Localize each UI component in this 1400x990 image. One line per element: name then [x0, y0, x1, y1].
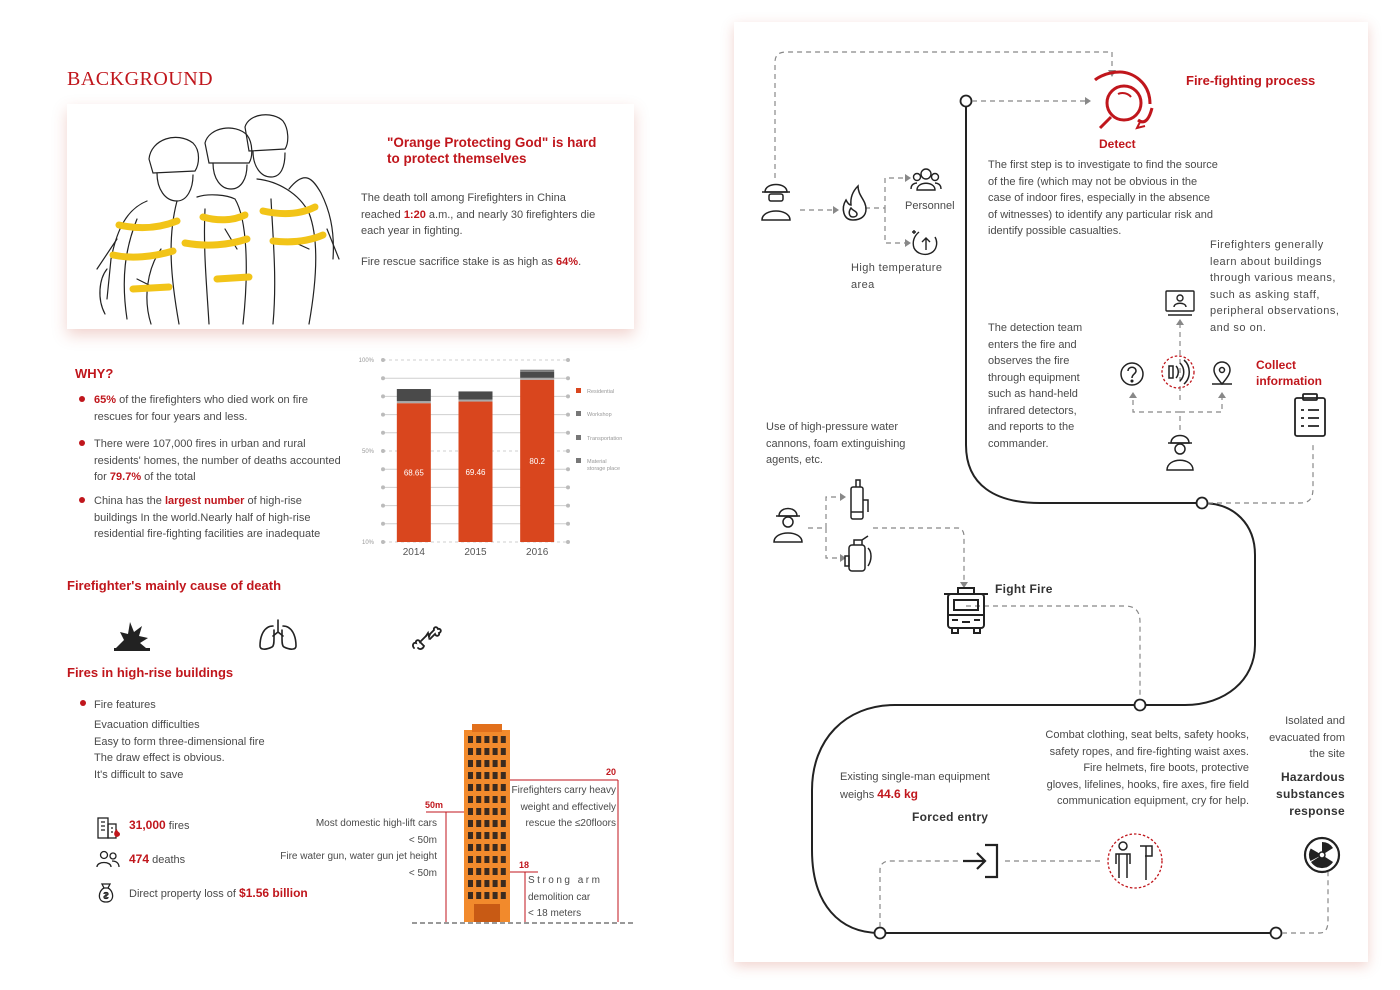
firefighter-avatar-icon — [762, 185, 790, 221]
money-bag-icon — [96, 882, 116, 904]
bar-material-storage-place — [520, 370, 554, 372]
grid-dot — [566, 467, 570, 471]
stat-fires — [129, 818, 190, 832]
why-2-highlight: 79.7% — [109, 471, 142, 483]
building-window — [493, 772, 498, 779]
legend-label: Workshop — [587, 412, 612, 418]
learn-text-line: Firefighters generally — [1210, 239, 1324, 251]
hero-p1-post: a.m., and nearly 30 firefighters die each year in fighting. — [361, 208, 596, 237]
building-window — [476, 880, 481, 887]
building-window — [468, 880, 473, 887]
path-node-forced — [875, 928, 886, 939]
building-window — [476, 784, 481, 791]
hazard-text-line: the site — [1309, 748, 1345, 760]
equipment-weight — [840, 769, 1010, 803]
building-window — [493, 808, 498, 815]
radiation-icon — [1305, 838, 1339, 872]
x-tick-label: 2014 — [402, 547, 425, 558]
team-text-line: through equipment — [988, 371, 1080, 384]
grid-dot — [381, 467, 385, 471]
building-window — [476, 868, 481, 875]
fire-truck-icon — [944, 588, 988, 633]
high-temp-line: High temperature — [851, 262, 943, 274]
detect-label: Detect — [1099, 137, 1136, 151]
y-tick-label: 50% — [361, 449, 374, 455]
stat-deaths — [129, 852, 185, 866]
explosion-icon — [114, 618, 150, 652]
bar-transportation — [459, 391, 493, 399]
hero-p2-post: . — [578, 256, 582, 268]
page-title: BACKGROUND — [67, 68, 214, 90]
building-window — [468, 820, 473, 827]
building-window — [493, 748, 498, 755]
stat-deaths-label: deaths — [149, 854, 186, 866]
building-window — [484, 796, 489, 803]
learn-text — [1210, 237, 1350, 336]
gear-equipment-icon — [1108, 834, 1162, 888]
building-window — [476, 844, 481, 851]
building-fire-icon — [96, 815, 122, 839]
feature-item: It's difficult to save — [94, 769, 184, 782]
grid-dot — [381, 449, 385, 453]
note-water-gun-2: < 50m — [408, 867, 437, 879]
fight-text — [766, 419, 941, 469]
building-window — [468, 760, 473, 767]
hazard-text-line: evacuated from — [1269, 731, 1345, 744]
detect-text-line: of the fire (which may not be obvious in the — [988, 175, 1198, 188]
why-1-highlight: 65% — [94, 394, 117, 406]
building-window — [468, 808, 473, 815]
hero-paragraph-2 — [361, 256, 606, 268]
stat-loss-label: Direct property loss of — [129, 888, 240, 900]
grid-dot — [566, 522, 570, 526]
learn-text-line: and so on. — [1210, 321, 1267, 334]
path-node-collect — [1197, 498, 1208, 509]
why-item-3 — [94, 493, 342, 543]
learn-text-line: through various means, — [1210, 272, 1336, 284]
hero-p1-pre: The death toll among Firefighters in China reached — [361, 192, 566, 221]
detect-text — [988, 157, 1248, 240]
feature-item: The draw effect is obvious. — [94, 752, 225, 765]
building-window — [476, 760, 481, 767]
chart-bars — [397, 370, 554, 542]
flame-icon — [843, 186, 866, 220]
building-window — [476, 736, 481, 743]
note-high-lift-1: Most domestic high-lift cars — [315, 818, 437, 829]
high-temp-label — [851, 260, 942, 293]
y-tick-label: 100% — [358, 358, 374, 364]
grid-dot — [566, 449, 570, 453]
hazard-label-line: substances — [1275, 787, 1345, 801]
building-window — [484, 832, 489, 839]
hazard-label-line: Hazardous — [1280, 770, 1345, 784]
y-tick-label: 10% — [361, 540, 374, 546]
cause-title: Firefighter's mainly cause of death — [67, 578, 282, 593]
building-window — [484, 808, 489, 815]
team-text-line: observes the fire — [988, 355, 1070, 367]
highrise-title: Fires in high-rise buildings — [67, 665, 234, 680]
learn-text-line: learn about buildings — [1210, 255, 1323, 268]
building-window — [476, 748, 481, 755]
team-text-line: The detection team — [988, 322, 1083, 334]
collect-label-line: Collect — [1256, 358, 1297, 372]
hazard-label-line: response — [1289, 804, 1345, 818]
note-arm-1: Strong arm — [528, 875, 603, 886]
firefighters-illustration — [77, 109, 347, 329]
team-text-line: and reports to the — [988, 421, 1075, 433]
forced-entry-label: Forced entry — [912, 810, 989, 824]
bullet-icon — [79, 497, 85, 503]
equipment-weight-line: Existing single-man equipment — [840, 771, 990, 783]
gear-text-line: communication equipment, cry for help. — [1057, 795, 1249, 807]
high-temperature-icon — [912, 230, 937, 254]
building-window — [468, 796, 473, 803]
building-window — [501, 880, 506, 887]
grid-dot — [566, 394, 570, 398]
building-window — [484, 784, 489, 791]
broken-bone-icon — [410, 620, 444, 654]
gear-text-line: Combat clothing, seat belts, safety hooks, — [1045, 729, 1249, 741]
building-window — [501, 892, 506, 899]
detect-text-line: of witnesses) to identify any particular risk and — [988, 208, 1213, 221]
building-window — [484, 856, 489, 863]
grid-dot — [381, 413, 385, 417]
building-window — [484, 844, 489, 851]
extinguisher-icon — [845, 536, 871, 571]
grid-dot — [381, 358, 385, 362]
building-window — [468, 868, 473, 875]
hose-nozzle-icon — [851, 480, 868, 519]
why-3-post: of high-rise buildings In the world.Nearly half of high-rise residential fire-fighting facilities are inadequate — [94, 495, 321, 540]
why-item-1 — [94, 392, 342, 425]
building-window — [468, 736, 473, 743]
hazard-text-line: Isolated and — [1285, 715, 1345, 727]
building-window — [493, 784, 498, 791]
building-window — [484, 748, 489, 755]
building-window — [501, 760, 506, 767]
feature-item: Evacuation difficulties — [94, 718, 200, 731]
gear-text-line: safety ropes, and fire-fighting waist axes. — [1049, 745, 1249, 758]
grid-dot — [381, 376, 385, 380]
why-3-highlight: largest number — [164, 495, 245, 507]
equipment-weight-value: 44.6 kg — [877, 786, 918, 801]
grid-dot — [566, 485, 570, 489]
bar-transportation — [397, 389, 431, 401]
collect-label — [1256, 357, 1322, 389]
team-text-line: commander. — [988, 437, 1049, 450]
process-title: Fire-fighting process — [1186, 73, 1316, 88]
gear-text-line: gloves, lifelines, hooks, fire axes, fire field — [1046, 778, 1249, 791]
stat-fires-label: fires — [165, 820, 190, 832]
grid-dot — [381, 431, 385, 435]
building-window — [501, 856, 506, 863]
note-high-lift — [270, 816, 437, 849]
building-window — [501, 844, 506, 851]
stat-loss — [129, 886, 308, 900]
building-window — [493, 796, 498, 803]
chart-legend — [576, 388, 622, 472]
gear-text — [1024, 727, 1249, 810]
detect-text-line: identify possible casualties. — [988, 225, 1122, 237]
grid-dot — [381, 540, 385, 544]
building-window — [501, 736, 506, 743]
feature-item: Easy to form three-dimensional fire — [94, 735, 265, 748]
building-window — [493, 736, 498, 743]
building-window — [484, 892, 489, 899]
fight-text-line: agents, etc. — [766, 454, 823, 466]
why-item-2 — [94, 436, 342, 486]
bar-workshop — [397, 401, 431, 403]
equipment-weight-pre: weighs — [840, 788, 878, 801]
path-node-detect — [961, 96, 972, 107]
building-window — [501, 832, 506, 839]
legend-label: Transportation — [587, 436, 623, 442]
bar-value-label: 80.2 — [529, 456, 545, 466]
note-arm — [528, 873, 618, 923]
note-carry-1: Firefighters carry heavy — [511, 785, 616, 796]
personnel-icon — [911, 169, 941, 190]
stat-loss-value: $1.56 billion — [239, 886, 308, 900]
building-window — [493, 820, 498, 827]
height-18-label: 18 — [519, 860, 530, 870]
building-window — [468, 832, 473, 839]
question-icon — [1121, 363, 1143, 385]
detect-text-line: The first step is to investigate to find the source — [988, 159, 1218, 171]
legend-label: Residential — [587, 389, 615, 395]
bullet-icon — [79, 396, 85, 402]
building-window — [468, 892, 473, 899]
hero-p2-highlight: 64% — [556, 256, 579, 268]
building-window — [493, 844, 498, 851]
bullet-icon — [79, 440, 85, 446]
grid-dot — [566, 431, 570, 435]
why-1-post: of the firefighters who died work on fire rescues for four years and less. — [94, 394, 309, 423]
grid-dot — [566, 413, 570, 417]
x-tick-label: 2015 — [464, 547, 487, 558]
fight-label: Fight Fire — [995, 582, 1053, 596]
collect-label-line: information — [1256, 374, 1322, 388]
stat-deaths-value: 474 — [129, 852, 150, 866]
personnel-label: Personnel — [905, 200, 955, 212]
building-window — [476, 796, 481, 803]
why-2-post: of the total — [141, 471, 196, 483]
building-window — [476, 832, 481, 839]
hazard-text — [1255, 713, 1345, 763]
bar-value-label: 69.46 — [465, 467, 486, 477]
signal-icon — [1162, 356, 1194, 388]
note-carry-3: rescue the ≤20floors — [525, 818, 616, 829]
note-arm-3: < 18 meters — [528, 908, 582, 919]
note-high-lift-2: < 50m — [408, 834, 437, 846]
grid-dot — [381, 504, 385, 508]
building-window — [484, 760, 489, 767]
building-window — [484, 880, 489, 887]
why-title: WHY? — [75, 366, 114, 381]
note-arm-2: demolition car — [528, 891, 591, 903]
bar-workshop — [459, 400, 493, 402]
hero-p1-highlight: 1:20 — [403, 208, 426, 221]
bullet-icon — [80, 700, 86, 706]
grid-dot — [381, 522, 385, 526]
building-window — [484, 820, 489, 827]
grid-dot — [566, 540, 570, 544]
note-carry-2: weight and effectively — [520, 801, 616, 813]
note-carry — [506, 783, 616, 833]
legend-swatch — [576, 388, 581, 393]
grid-dot — [381, 485, 385, 489]
building-window — [493, 856, 498, 863]
people-icon — [96, 850, 120, 868]
legend-swatch — [576, 435, 581, 440]
height-50m-label: 50m — [425, 800, 444, 810]
legend-swatch — [576, 458, 581, 463]
location-pin-icon — [1212, 362, 1232, 384]
building-window — [501, 868, 506, 875]
building-window — [468, 772, 473, 779]
commander-icon — [1167, 436, 1193, 471]
learn-text-line: peripheral observations, — [1210, 305, 1340, 317]
building-window — [484, 868, 489, 875]
fire-features — [94, 697, 265, 784]
building-window — [493, 760, 498, 767]
building-window — [493, 868, 498, 875]
grid-dot — [566, 504, 570, 508]
bar-value-label: 68.65 — [403, 468, 424, 478]
team-text-line: enters the fire and — [988, 338, 1077, 351]
building-window — [468, 856, 473, 863]
gear-text-line: Fire helmets, fire boots, protective — [1083, 762, 1249, 774]
hazard-label — [1255, 769, 1345, 820]
team-text-line: infrared detectors, — [988, 404, 1077, 417]
bar-workshop — [520, 378, 554, 380]
grid-dot — [566, 358, 570, 362]
building-window — [476, 892, 481, 899]
grid-dot — [566, 376, 570, 380]
building-window — [476, 772, 481, 779]
entry-icon — [963, 845, 997, 877]
path-node-hazard — [1271, 928, 1282, 939]
note-water-gun — [260, 849, 437, 882]
building-window — [476, 856, 481, 863]
bar-transportation — [520, 372, 554, 378]
why-2-pre: There were 107,000 fires in urban and rural residents' homes, the number of deaths accounted for — [94, 438, 341, 483]
building-window — [484, 736, 489, 743]
team-text-line: such as hand-held — [988, 388, 1078, 400]
detect-text-line: case of indoor fires, especially in the absence — [988, 192, 1210, 204]
grid-dot — [381, 394, 385, 398]
building-window — [501, 748, 506, 755]
fight-text-line: Use of high-pressure water — [766, 421, 899, 433]
monitor-icon — [1166, 291, 1194, 315]
hero-card — [67, 104, 634, 329]
building-window — [493, 892, 498, 899]
high-temp-line: area — [851, 278, 875, 291]
hero-headline: "Orange Protecting God" is hard to protect themselves — [387, 135, 597, 166]
clipboard-icon — [1295, 394, 1325, 436]
building-window — [468, 748, 473, 755]
building-window — [468, 784, 473, 791]
lungs-icon — [258, 618, 298, 652]
building-window — [501, 772, 506, 779]
hero-paragraph-1 — [361, 190, 606, 240]
building-window — [493, 880, 498, 887]
building-window — [476, 820, 481, 827]
building-window — [468, 844, 473, 851]
building-window — [484, 772, 489, 779]
hero-p2-pre: Fire rescue sacrifice stake is as high as — [361, 256, 557, 268]
building-window — [476, 808, 481, 815]
path-node-fight — [1135, 700, 1146, 711]
legend-label: Material — [587, 459, 607, 465]
note-water-gun-1: Fire water gun, water gun jet height — [280, 851, 437, 862]
fight-text-line: cannons, foam extinguishing — [766, 437, 906, 450]
firefighter-icon — [774, 509, 802, 543]
feature-head: Fire features — [94, 699, 156, 711]
height-20-label: 20 — [606, 767, 617, 777]
team-text — [988, 320, 1100, 452]
x-tick-label: 2016 — [526, 547, 549, 558]
legend-swatch — [576, 411, 581, 416]
bar-chart — [356, 352, 646, 562]
stat-fires-value: 31,000 — [129, 818, 166, 832]
magnifier-icon — [1095, 72, 1152, 128]
legend-label: storage place — [587, 466, 621, 472]
building-window — [493, 832, 498, 839]
learn-text-line: such as asking staff, — [1210, 288, 1320, 301]
why-3-pre: China has the — [94, 495, 165, 507]
